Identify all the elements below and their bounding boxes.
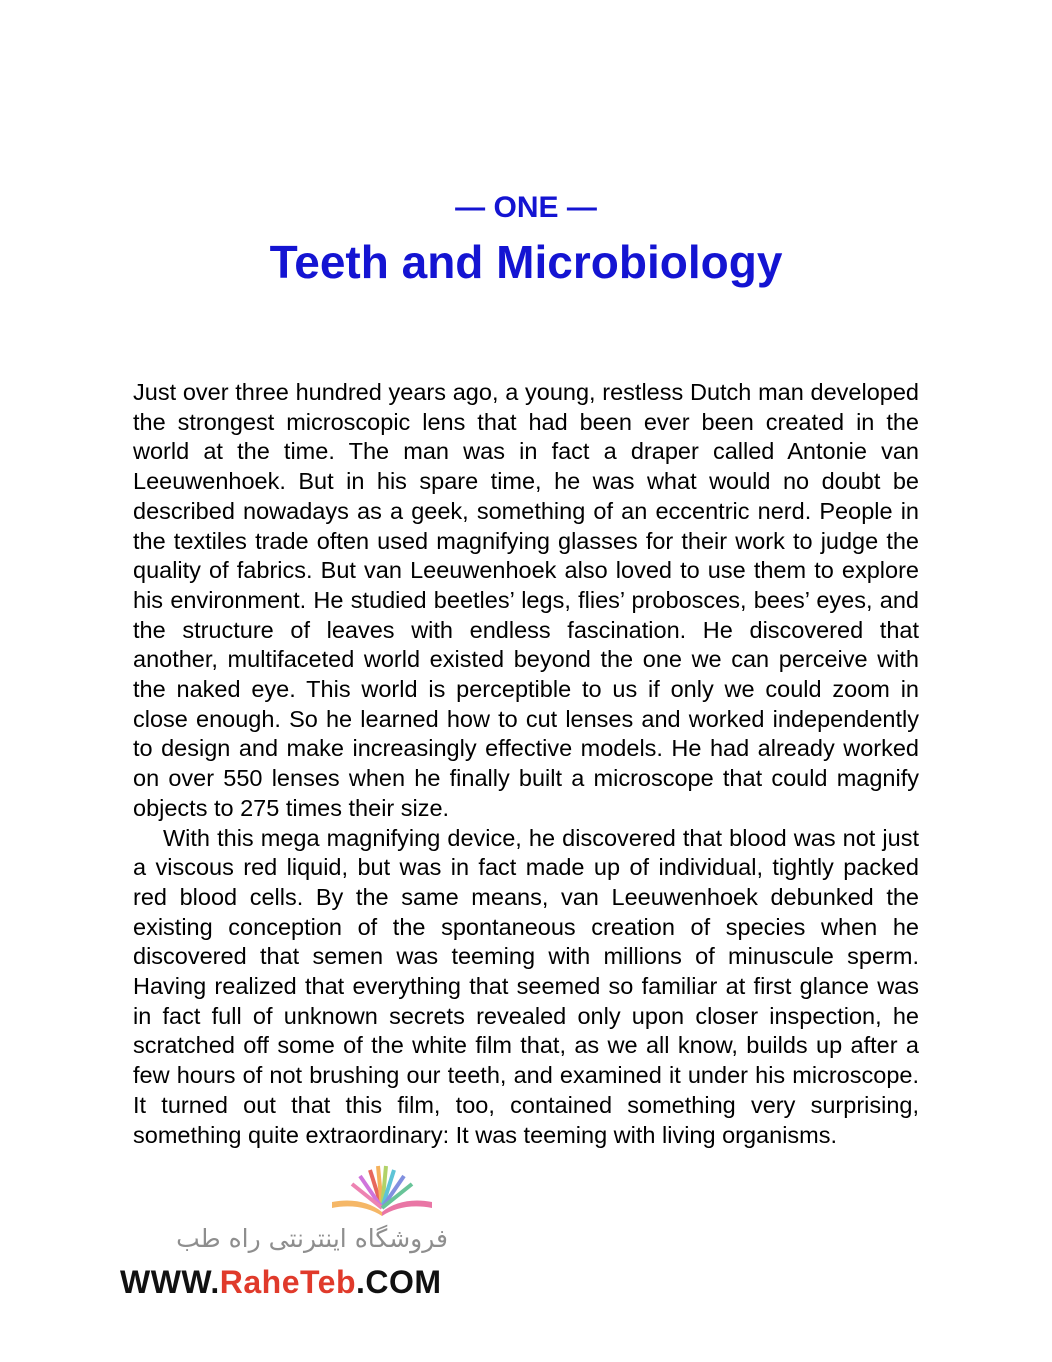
paragraph-2: With this mega magnifying device, he discovered that blood was not just a viscous red liquid, but was in fact made up of individual, tightly packed red blood cells. By the same means, van Leeuwenhoek debunked the existing conception of the spontaneous creation of species when he discovered that semen was teeming with millions of minuscule sperm. Having realized that everything that seemed so familiar at first glance was in fact full of unknown secrets revealed only upon closer inspection, he scratched off some of the white film that, as we all know, builds up after a few hours of not brushing our teeth, and examined it under his microscope. It turned out that this film, too, contained something very surprising, something quite extraordinary: It was teeming with living organisms. <box>133 824 919 1148</box>
paragraph-1: Just over three hundred years ago, a young, restless Dutch man developed the strongest microscopic lens that had been ever been created in the world at the time. The man was in fact a draper called Antonie van Leeuwenhoek. But in his spare time, he was what would no doubt be described nowadays as a geek, something of an eccentric nerd. People in the textiles trade often used magnifying glasses for their work to judge the quality of fabrics. But van Leeuwenhoek also loved to use them to explore his environment. He studied beetles’ legs, flies’ probosces, bees’ eyes, and the structure of leaves with endless fascination. He discovered that another, multifaceted world existed beyond the one we can perceive with the naked eye. This world is perceptible to us if only we could zoom in close enough. So he learned how to cut lenses and worked independently to design and make increasingly effective models. He had already worked on over 550 lenses when he finally built a microscope that could magnify objects to 275 times their size. <box>133 379 919 821</box>
open-book-logo-icon <box>322 1162 442 1218</box>
watermark-url-suffix: .COM <box>356 1264 442 1300</box>
watermark-url-prefix: WWW. <box>120 1264 220 1300</box>
watermark-store-name: فروشگاه اینترنتی راه طب <box>176 1224 448 1253</box>
chapter-number: — ONE — <box>455 191 597 224</box>
chapter-body <box>133 378 919 1150</box>
watermark-url <box>120 1262 442 1302</box>
watermark-url-brand: RaheTeb <box>219 1264 356 1300</box>
chapter-title: Teeth and Microbiology <box>269 236 783 288</box>
